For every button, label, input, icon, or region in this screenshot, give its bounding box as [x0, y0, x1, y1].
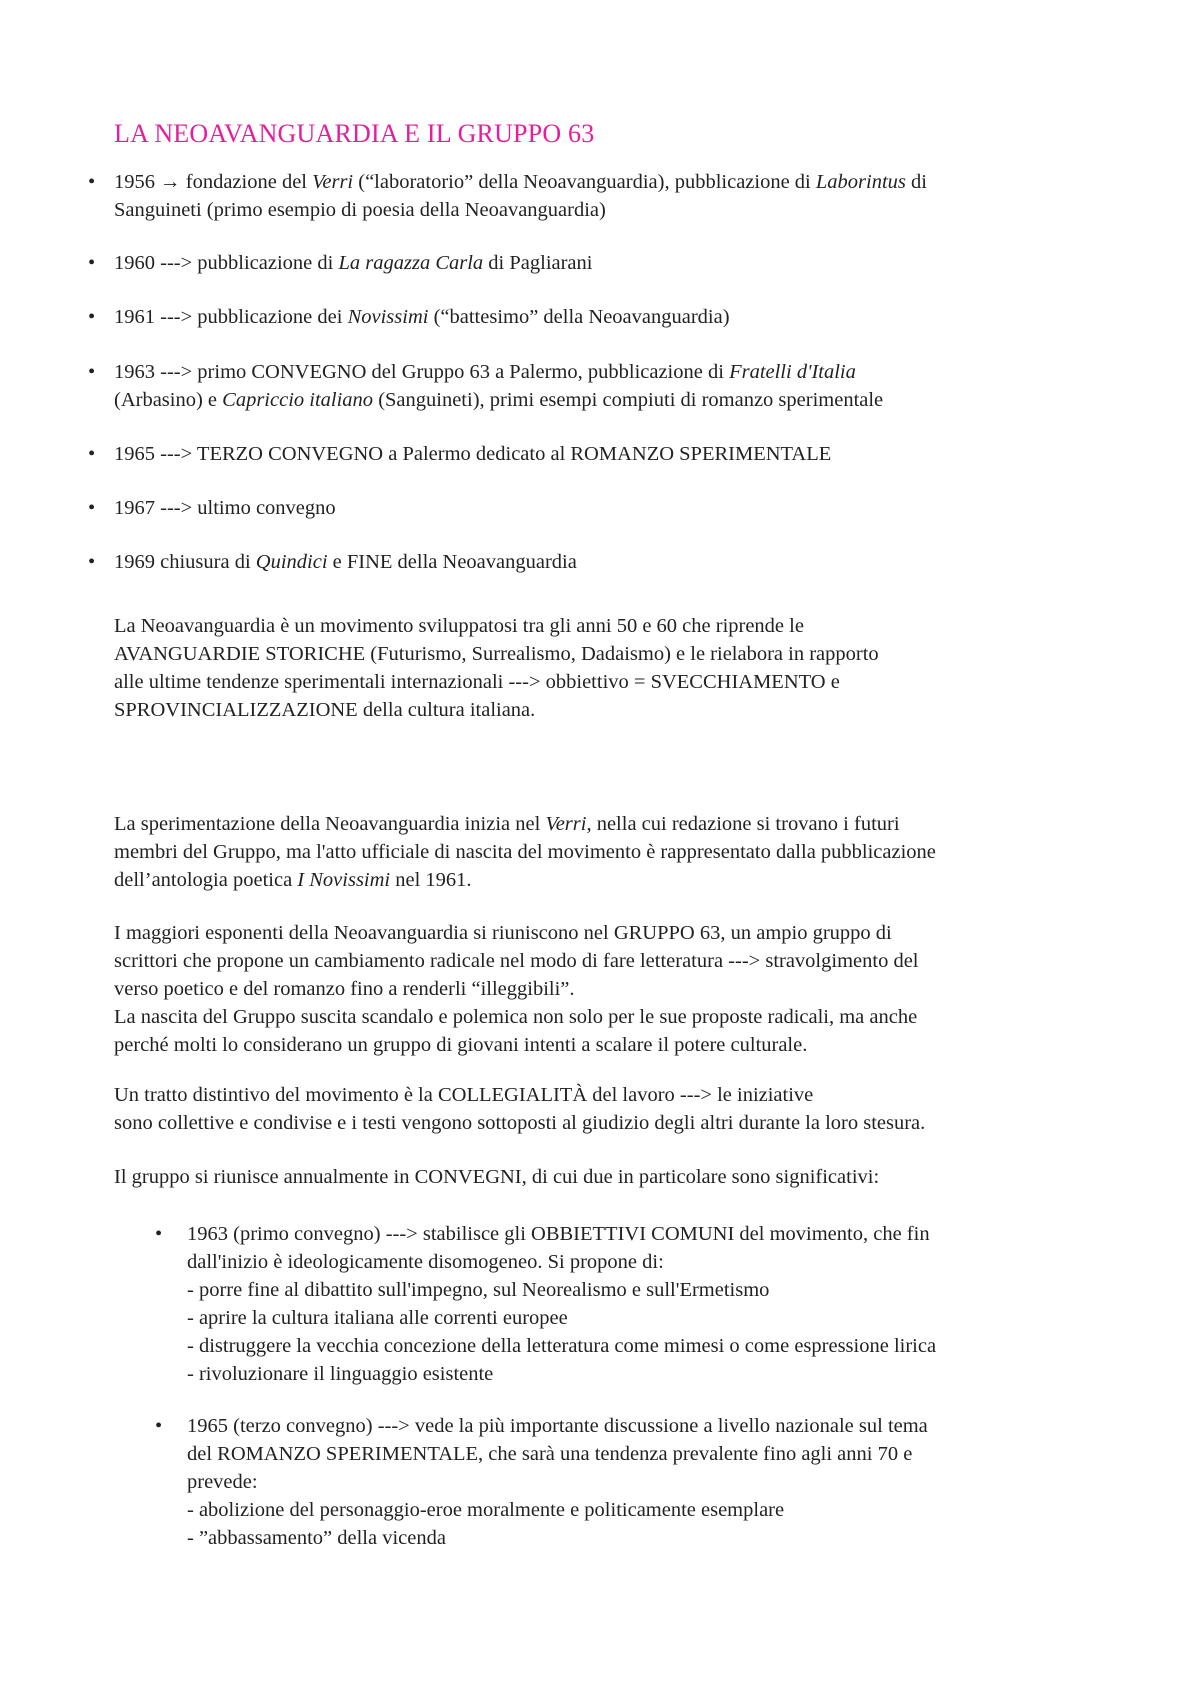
convention-text — [187, 1412, 1107, 1552]
text-line — [114, 696, 1114, 724]
italic-title: Verri — [545, 813, 587, 835]
text-run: (Sanguineti), primi esempi compiuti di romanzo sperimentale — [373, 389, 884, 411]
text-line — [187, 1496, 1107, 1524]
text-run: AVANGUARDIE STORICHE (Futurismo, Surrealismo, Dadaismo) e le rielabora in rapporto — [114, 643, 879, 665]
italic-title: Verri — [312, 171, 354, 193]
timeline-text — [114, 249, 1104, 277]
text-line — [114, 1081, 1114, 1109]
text-line — [114, 249, 1104, 277]
text-line — [114, 668, 1114, 696]
text-line — [114, 919, 1114, 947]
bullet-icon: • — [155, 1223, 163, 1245]
text-line — [114, 1109, 1114, 1137]
bullet-icon: • — [88, 306, 96, 328]
text-run: di — [905, 171, 927, 193]
text-run: (Arbasino) e — [114, 389, 223, 411]
text-line — [187, 1220, 1107, 1248]
text-line — [114, 168, 1104, 196]
text-line — [187, 1360, 1107, 1388]
text-run: del ROMANZO SPERIMENTALE, che sarà una tendenza prevalente fino agli anni 70 e — [187, 1443, 913, 1465]
text-line — [114, 1031, 1114, 1059]
text-line — [114, 440, 1104, 468]
bullet-icon: • — [88, 252, 96, 274]
text-run: - ”abbassamento” della vicenda — [187, 1527, 446, 1549]
convention-text — [187, 1220, 1107, 1388]
text-line — [114, 838, 1114, 866]
text-run: dall'inizio è ideologicamente disomogeneo. Si propone di: — [187, 1251, 664, 1273]
text-run: - porre fine al dibattito sull'impegno, sul Neorealismo e sull'Ermetismo — [187, 1279, 770, 1301]
text-run: membri del Gruppo, ma l'atto ufficiale di nascita del movimento è rappresentato dalla pubblicazione — [114, 841, 936, 863]
text-line — [114, 640, 1114, 668]
text-run: verso poetico e del romanzo fino a renderli “illeggibili”. — [114, 978, 575, 1000]
text-run: La Neoavanguardia è un movimento sviluppatosi tra gli anni 50 e 60 che riprende le — [114, 615, 804, 637]
text-run: La sperimentazione della Neoavanguardia inizia nel — [114, 813, 546, 835]
text-line — [114, 975, 1114, 1003]
body-paragraph — [114, 1163, 1114, 1191]
text-line — [187, 1412, 1107, 1440]
timeline-text — [114, 358, 1104, 414]
text-line — [114, 947, 1114, 975]
text-line — [114, 866, 1114, 894]
text-run: Sanguineti (primo esempio di poesia della Neoavanguardia) — [114, 199, 606, 221]
text-run: 1956 → fondazione del — [114, 171, 313, 193]
text-line — [187, 1524, 1107, 1552]
body-paragraph — [114, 612, 1114, 724]
text-line — [187, 1332, 1107, 1360]
body-paragraph — [114, 919, 1114, 1059]
italic-title: I Novissimi — [297, 869, 391, 891]
text-line — [114, 386, 1104, 414]
text-line — [187, 1440, 1107, 1468]
text-line — [187, 1468, 1107, 1496]
text-run: scrittori che propone un cambiamento radicale nel modo di fare letteratura ---> stravolgimento del — [114, 950, 919, 972]
text-run: Un tratto distintivo del movimento è la COLLEGIALITÀ del lavoro ---> le iniziative — [114, 1084, 814, 1106]
text-line — [114, 1003, 1114, 1031]
italic-title: Novissimi — [347, 306, 429, 328]
text-run: perché molti lo considerano un gruppo di giovani intenti a scalare il potere culturale. — [114, 1034, 808, 1056]
text-run: I maggiori esponenti della Neoavanguardia si riuniscono nel GRUPPO 63, un ampio gruppo di — [114, 922, 892, 944]
italic-title: La ragazza Carla — [338, 252, 484, 274]
text-line — [114, 1163, 1114, 1191]
text-line — [114, 303, 1104, 331]
text-run: nel 1961. — [390, 869, 472, 891]
body-paragraph — [114, 810, 1114, 894]
text-run: La nascita del Gruppo suscita scandalo e polemica non solo per le sue proposte radicali, ma anche — [114, 1006, 918, 1028]
bullet-icon: • — [88, 443, 96, 465]
text-run: 1965 ---> TERZO CONVEGNO a Palermo dedicato al ROMANZO SPERIMENTALE — [114, 443, 832, 465]
text-run: alle ultime tendenze sperimentali internazionali ---> obbiettivo = SVECCHIAMENTO e — [114, 671, 840, 693]
text-run: e FINE della Neoavanguardia — [327, 551, 577, 573]
bullet-icon: • — [88, 551, 96, 573]
timeline-text — [114, 168, 1104, 224]
text-run: 1963 (primo convegno) ---> stabilisce gli OBBIETTIVI COMUNI del movimento, che fin — [187, 1223, 930, 1245]
text-run: Il gruppo si riunisce annualmente in CONVEGNI, di cui due in particolare sono significativi: — [114, 1166, 880, 1188]
text-line — [114, 196, 1104, 224]
text-run: 1967 ---> ultimo convegno — [114, 497, 336, 519]
text-line — [187, 1304, 1107, 1332]
text-run: - aprire la cultura italiana alle correnti europee — [187, 1307, 568, 1329]
text-run: di Pagliarani — [483, 252, 593, 274]
text-line — [114, 548, 1104, 576]
timeline-text — [114, 303, 1104, 331]
bullet-icon: • — [88, 171, 96, 193]
italic-title: Fratelli d'Italia — [729, 361, 856, 383]
text-run: 1965 (terzo convegno) ---> vede la più importante discussione a livello nazionale sul tema — [187, 1415, 928, 1437]
italic-title: Laborintus — [815, 171, 906, 193]
text-run: , nella cui redazione si trovano i futuri — [586, 813, 900, 835]
text-run: sono collettive e condivise e i testi vengono sottoposti al giudizio degli altri durante la loro stesura. — [114, 1112, 926, 1134]
timeline-text — [114, 494, 1104, 522]
text-line — [114, 358, 1104, 386]
text-line — [114, 494, 1104, 522]
bullet-icon: • — [88, 497, 96, 519]
text-line — [187, 1248, 1107, 1276]
text-line — [114, 810, 1114, 838]
text-run: - distruggere la vecchia concezione della letteratura come mimesi o come espressione lirica — [187, 1335, 937, 1357]
text-run: (“battesimo” della Neoavanguardia) — [428, 306, 730, 328]
text-run: prevede: — [187, 1471, 258, 1493]
body-paragraph — [114, 1081, 1114, 1137]
bullet-icon: • — [155, 1415, 163, 1437]
text-run: dell’antologia poetica — [114, 869, 298, 891]
text-run: 1960 ---> pubblicazione di — [114, 252, 339, 274]
timeline-text — [114, 440, 1104, 468]
text-run: 1969 chiusura di — [114, 551, 256, 573]
text-run: SPROVINCIALIZZAZIONE della cultura italiana. — [114, 699, 536, 721]
text-run: - rivoluzionare il linguaggio esistente — [187, 1363, 494, 1385]
text-line — [114, 612, 1114, 640]
text-run: - abolizione del personaggio-eroe moralmente e politicamente esemplare — [187, 1499, 785, 1521]
text-run: 1961 ---> pubblicazione dei — [114, 306, 348, 328]
timeline-text — [114, 548, 1104, 576]
italic-title: Capriccio italiano — [222, 389, 374, 411]
text-run: (“laboratorio” della Neoavanguardia), pubblicazione di — [353, 171, 816, 193]
text-run: 1963 ---> primo CONVEGNO del Gruppo 63 a Palermo, pubblicazione di — [114, 361, 730, 383]
bullet-icon: • — [88, 361, 96, 383]
italic-title: Quindici — [255, 551, 328, 573]
text-line — [187, 1276, 1107, 1304]
document-title: LA NEOAVANGUARDIA E IL GRUPPO 63 — [114, 119, 595, 148]
